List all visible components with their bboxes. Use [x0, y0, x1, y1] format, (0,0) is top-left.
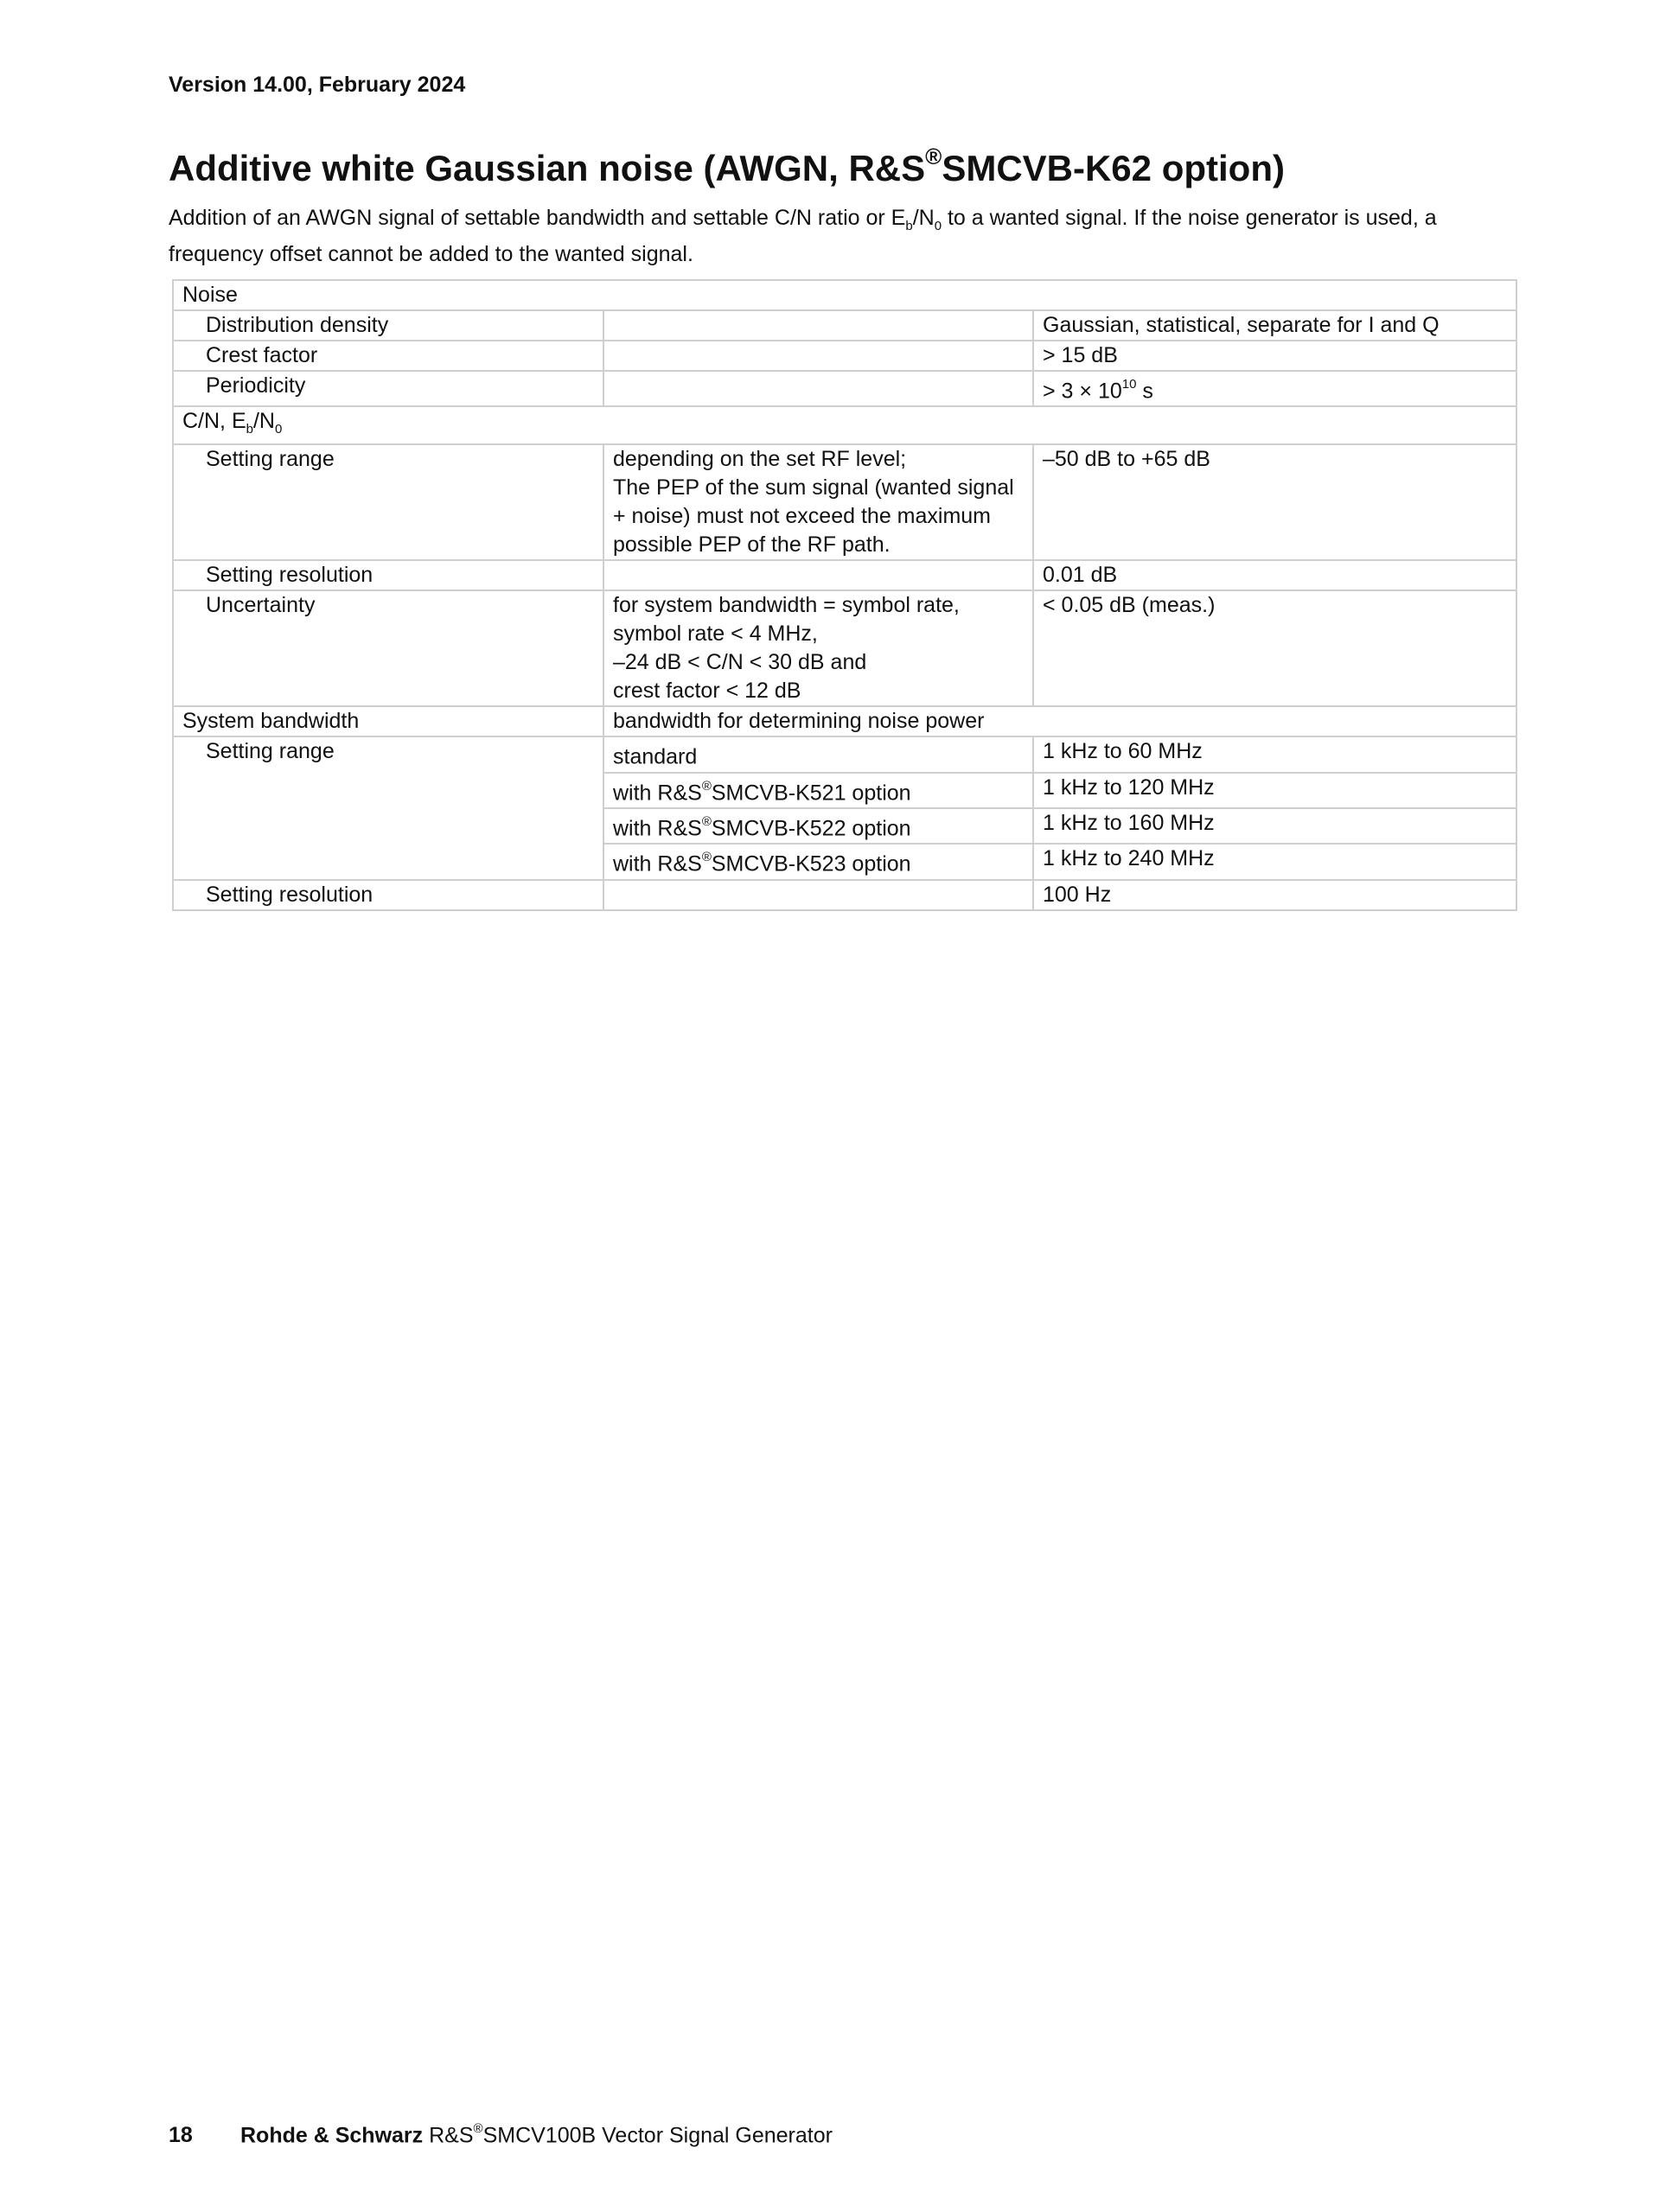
spec-table [172, 279, 1517, 911]
condition-line: for system bandwidth = symbol rate, [613, 593, 960, 618]
table-row-system-bandwidth [173, 706, 1516, 736]
param-value: 1 kHz to 60 MHz [1033, 736, 1516, 772]
condition-text: with R&S [613, 851, 702, 877]
condition-line: symbol rate < 4 MHz, [613, 622, 818, 647]
condition-line: possible PEP of the RF path. [613, 532, 891, 558]
footer-product-b: SMCV100B Vector Signal Generator [482, 2123, 833, 2148]
version-header: Version 14.00, February 2024 [169, 73, 466, 97]
param-condition [603, 341, 1033, 371]
param-description: bandwidth for determining noise power [603, 706, 1516, 736]
param-value: 1 kHz to 240 MHz [1033, 844, 1516, 879]
footer-product-a: R&S [423, 2123, 474, 2148]
param-value: –50 dB to +65 dB [1033, 444, 1516, 560]
param-label: Setting range [173, 444, 603, 560]
table-row-noise [173, 280, 1516, 310]
param-value: 1 kHz to 160 MHz [1033, 808, 1516, 844]
registered-mark: ® [701, 778, 712, 794]
condition-text: standard [613, 744, 698, 769]
param-condition [603, 844, 1033, 879]
param-value: Gaussian, statistical, separate for I and Q [1033, 310, 1516, 341]
group-label-noise: Noise [173, 280, 1516, 310]
param-label: Setting resolution [173, 880, 603, 910]
intro-paragraph [169, 204, 1500, 269]
periodicity-exponent: 10 [1121, 377, 1137, 392]
condition-line: depending on the set RF level; [613, 447, 907, 472]
periodicity-base: > 3 × 10 [1043, 379, 1122, 404]
table-row [173, 590, 1516, 706]
condition-text: with R&S [613, 816, 702, 841]
intro-text-c: to a wanted signal. If the noise generator is used, a frequency offset cannot be added to the wanted signal. [169, 206, 1437, 266]
param-condition [603, 880, 1033, 910]
param-condition [603, 444, 1033, 560]
cn-sub-0: 0 [274, 422, 283, 437]
table-row [173, 310, 1516, 341]
param-condition [603, 310, 1033, 341]
title-main: Additive white Gaussian noise (AWGN, R&S [169, 148, 926, 188]
condition-text: SMCVB-K523 option [711, 851, 911, 877]
param-label: Crest factor [173, 341, 603, 371]
section-title [169, 143, 1285, 189]
param-value: < 0.05 dB (meas.) [1033, 590, 1516, 706]
condition-text: with R&S [613, 780, 702, 805]
param-condition [603, 560, 1033, 590]
param-label: Distribution density [173, 310, 603, 341]
registered-mark: ® [701, 850, 712, 865]
registered-mark: ® [701, 813, 712, 829]
footer-brand: Rohde & Schwarz [240, 2123, 424, 2148]
param-label: Periodicity [173, 371, 603, 406]
param-value: 100 Hz [1033, 880, 1516, 910]
condition-line: –24 dB < C/N < 30 dB and [613, 650, 867, 675]
cn-label-b: /N [252, 409, 275, 434]
page-footer [169, 2123, 833, 2148]
periodicity-unit: s [1136, 379, 1153, 404]
param-condition [603, 773, 1033, 808]
intro-sub-b: b [905, 219, 913, 233]
footer-registered-mark: ® [473, 2121, 483, 2136]
table-row [173, 880, 1516, 910]
intro-sub-0: 0 [934, 219, 942, 233]
condition-text: SMCVB-K522 option [711, 816, 911, 841]
table-row [173, 371, 1516, 406]
group-label-system-bandwidth: System bandwidth [173, 706, 603, 736]
table-row-cn [173, 406, 1516, 444]
intro-text-a: Addition of an AWGN signal of settable bandwidth and settable C/N ratio or E [169, 206, 906, 230]
param-label: Uncertainty [173, 590, 603, 706]
condition-line: crest factor < 12 dB [613, 679, 801, 704]
param-condition [603, 590, 1033, 706]
group-label-cn [173, 406, 1516, 444]
title-registered-mark: ® [925, 143, 942, 169]
param-label: Setting resolution [173, 560, 603, 590]
cn-sub-b: b [246, 422, 253, 437]
param-value: 0.01 dB [1033, 560, 1516, 590]
condition-text: SMCVB-K521 option [711, 780, 911, 805]
cn-label-a: C/N, E [182, 409, 246, 434]
table-row [173, 444, 1516, 560]
param-condition [603, 736, 1033, 772]
param-value: 1 kHz to 120 MHz [1033, 773, 1516, 808]
param-condition [603, 371, 1033, 406]
page-number: 18 [169, 2123, 193, 2148]
param-value: > 15 dB [1033, 341, 1516, 371]
condition-line: + noise) must not exceed the maximum [613, 504, 991, 529]
condition-line: The PEP of the sum signal (wanted signal [613, 475, 1014, 500]
param-value [1033, 371, 1516, 406]
param-condition [603, 808, 1033, 844]
param-label: Setting range [173, 736, 603, 879]
title-rest: SMCVB-K62 option) [942, 148, 1285, 188]
table-row [173, 560, 1516, 590]
table-row [173, 736, 1516, 772]
intro-text-b: /N [912, 206, 935, 230]
table-row [173, 341, 1516, 371]
